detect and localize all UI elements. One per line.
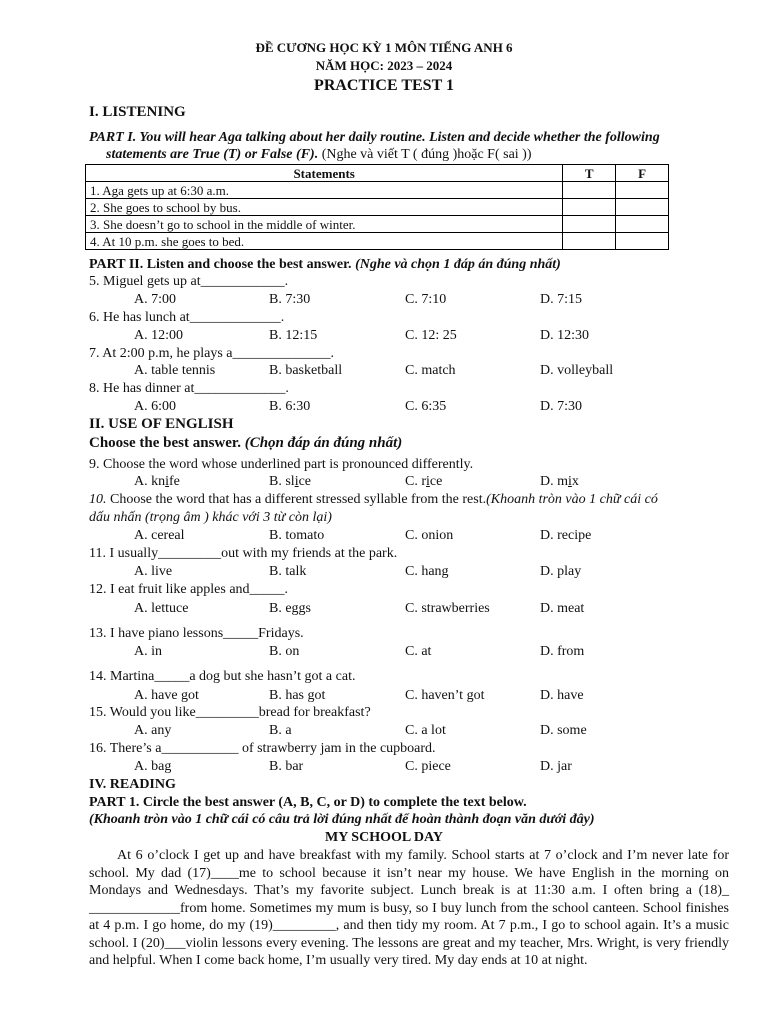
option-b[interactable] <box>269 473 311 490</box>
option-c[interactable]: C. 7:10 <box>405 292 447 307</box>
test-title: PRACTICE TEST 1 <box>314 77 454 94</box>
statement-cell: 2. She goes to school by bus. <box>86 199 563 216</box>
tf-label: statements are True (T) or False (F). <box>106 147 319 162</box>
question-5: 5. Miguel gets up at____________. <box>89 274 289 289</box>
option-b[interactable]: B. eggs <box>269 601 311 616</box>
option-text: ce <box>429 474 443 489</box>
question-13: 13. I have piano lessons_____Fridays. <box>89 626 304 641</box>
choose-note: (Chọn đáp án đúng nhất) <box>240 435 403 451</box>
option-text: C. r <box>405 474 426 489</box>
option-c[interactable]: C. a lot <box>405 723 446 738</box>
statements-table <box>85 164 669 250</box>
option-d[interactable]: D. have <box>540 688 584 703</box>
option-d[interactable]: D. 12:30 <box>540 328 589 343</box>
option-text: B. sl <box>269 474 295 489</box>
option-b[interactable]: B. bar <box>269 759 304 774</box>
question-7: 7. At 2:00 p.m, he plays a______________. <box>89 346 334 361</box>
option-a[interactable]: A. any <box>134 723 172 738</box>
false-cell[interactable] <box>616 216 669 233</box>
option-d[interactable]: D. play <box>540 564 582 579</box>
use-of-english-heading: II. USE OF ENGLISH <box>89 416 234 432</box>
choose-best-answer <box>89 435 402 452</box>
passage-title: MY SCHOOL DAY <box>325 830 443 845</box>
option-c[interactable]: C. at <box>405 644 432 659</box>
option-d[interactable] <box>540 473 579 490</box>
question-10 <box>89 491 658 508</box>
option-b[interactable]: B. 12:15 <box>269 328 318 343</box>
option-text: ce <box>298 474 312 489</box>
listening-part2-instruction <box>89 256 561 273</box>
option-d[interactable]: D. 7:15 <box>540 292 582 307</box>
option-b[interactable]: B. on <box>269 644 300 659</box>
table-header-row <box>86 165 669 182</box>
header-false: F <box>616 165 669 182</box>
option-a[interactable]: A. lettuce <box>134 601 189 616</box>
question-9: 9. Choose the word whose underlined part is pronounced differently. <box>89 457 474 472</box>
listening-part1-instruction-2 <box>106 146 532 163</box>
question-11: 11. I usually_________out with my friends at the park. <box>89 546 398 561</box>
option-b[interactable]: B. a <box>269 723 292 738</box>
question-14: 14. Martina_____a dog but she hasn’t got a cat. <box>89 669 356 684</box>
option-d[interactable]: D. volleyball <box>540 363 614 378</box>
tf-note: (Nghe và viết T ( đúng )hoặc F( sai )) <box>318 147 532 162</box>
option-b[interactable]: B. has got <box>269 688 326 703</box>
question-16: 16. There’s a___________ of strawberry jam in the cupboard. <box>89 741 436 756</box>
statement-cell: 4. At 10 p.m. she goes to bed. <box>86 233 563 250</box>
option-c[interactable]: C. hang <box>405 564 449 579</box>
table-row <box>86 216 669 233</box>
question-10-note: dấu nhấn (trọng âm ) khác với 3 từ còn lại) <box>89 510 332 525</box>
option-a[interactable]: A. 6:00 <box>134 399 176 414</box>
option-c[interactable]: C. 12: 25 <box>405 328 457 343</box>
option-a[interactable]: A. 7:00 <box>134 292 176 307</box>
option-c[interactable]: C. haven’t got <box>405 688 485 703</box>
option-b[interactable]: B. basketball <box>269 363 343 378</box>
part2-note: (Nghe và chọn 1 đáp án đúng nhất) <box>351 257 561 272</box>
option-d[interactable]: D. recipe <box>540 528 592 543</box>
question-15: 15. Would you like_________bread for breakfast? <box>89 705 371 720</box>
option-a[interactable]: A. live <box>134 564 173 579</box>
choose-label: Choose the best answer. <box>89 435 241 451</box>
option-b[interactable]: B. 6:30 <box>269 399 311 414</box>
option-a[interactable] <box>134 473 180 490</box>
option-c[interactable]: C. piece <box>405 759 451 774</box>
statement-cell: 3. She doesn’t go to school in the middle of winter. <box>86 216 563 233</box>
listening-heading: I. LISTENING <box>89 104 186 120</box>
option-text: A. kn <box>134 474 166 489</box>
option-d[interactable]: D. meat <box>540 601 585 616</box>
question-8: 8. He has dinner at_____________. <box>89 381 289 396</box>
false-cell[interactable] <box>616 199 669 216</box>
listening-part1-instruction: PART I. You will hear Aga talking about her daily routine. Listen and decide whether the following <box>89 130 660 145</box>
option-c[interactable] <box>405 473 442 490</box>
option-d[interactable]: D. 7:30 <box>540 399 582 414</box>
header-true: T <box>563 165 616 182</box>
option-text: D. m <box>540 474 568 489</box>
underlined-letter: i <box>294 474 299 489</box>
underlined-letter: i <box>426 474 430 489</box>
option-a[interactable]: A. 12:00 <box>134 328 183 343</box>
option-d[interactable]: D. some <box>540 723 587 738</box>
false-cell[interactable] <box>616 233 669 250</box>
option-c[interactable]: C. strawberries <box>405 601 490 616</box>
option-c[interactable]: C. match <box>405 363 456 378</box>
option-c[interactable]: C. onion <box>405 528 454 543</box>
question-text: Choose the word that has a different stressed syllable from the rest. <box>106 492 487 507</box>
option-b[interactable]: B. 7:30 <box>269 292 311 307</box>
table-row <box>86 233 669 250</box>
true-cell[interactable] <box>563 216 616 233</box>
reading-part1-instruction: PART 1. Circle the best answer (A, B, C, or D) to complete the text below. <box>89 795 527 810</box>
question-6: 6. He has lunch at_____________. <box>89 310 285 325</box>
option-b[interactable]: B. tomato <box>269 528 325 543</box>
option-text: x <box>571 474 579 489</box>
true-cell[interactable] <box>563 199 616 216</box>
false-cell[interactable] <box>616 182 669 199</box>
option-b[interactable]: B. talk <box>269 564 307 579</box>
option-a[interactable]: A. bag <box>134 759 172 774</box>
option-text: fe <box>169 474 180 489</box>
part2-label: PART II. Listen and choose the best answer. <box>89 257 352 272</box>
option-a[interactable]: A. have got <box>134 688 199 703</box>
header-statements: Statements <box>86 165 563 182</box>
option-d[interactable]: D. from <box>540 644 585 659</box>
option-a[interactable]: A. table tennis <box>134 363 216 378</box>
question-note: (Khoanh tròn vào 1 chữ cái có <box>486 492 658 507</box>
option-a[interactable]: A. in <box>134 644 162 659</box>
question-number: 10. <box>89 492 107 507</box>
true-cell[interactable] <box>563 233 616 250</box>
underlined-letter: i <box>568 474 572 489</box>
option-c[interactable]: C. 6:35 <box>405 399 447 414</box>
table-row <box>86 199 669 216</box>
option-d[interactable]: D. jar <box>540 759 572 774</box>
reading-heading: IV. READING <box>89 777 176 792</box>
true-cell[interactable] <box>563 182 616 199</box>
reading-part1-note: (Khoanh tròn vào 1 chữ cái có câu trả lời đúng nhất để hoàn thành đoạn văn dưới đây) <box>89 812 595 827</box>
reading-passage: At 6 o’clock I get up and have breakfast with my family. School starts at 7 o’clock and I’m never late for school. My dad (17)____me to school because it isn’t near my house. We have English in the morning on Mondays and Wednesdays. That’s my favorite subject. Lunch break is at 11:30 a.m. I often bring a (18)_ _____________from home. Sometimes my mum is busy, so I buy lunch from the school canteen. School finishes at 4 p.m. I go home, do my (19)_________, and then tidy my room. At 7 p.m., I go to school again. It’s a music school. I (20)___violin lessons every evening. The lessons are great and my teacher, Mrs. Wright, is very friendly and helpful. When I come back home, I’m usually very tired. My day ends at 10 at night. <box>89 848 729 968</box>
school-year: NĂM HỌC: 2023 – 2024 <box>315 58 453 73</box>
statement-cell: 1. Aga gets up at 6:30 a.m. <box>86 182 563 199</box>
table-row <box>86 182 669 199</box>
underlined-letter: i <box>165 474 170 489</box>
option-a[interactable]: A. cereal <box>134 528 185 543</box>
document-title: ĐỀ CƯƠNG HỌC KỲ 1 MÔN TIẾNG ANH 6 <box>255 40 513 55</box>
question-12: 12. I eat fruit like apples and_____. <box>89 582 289 597</box>
